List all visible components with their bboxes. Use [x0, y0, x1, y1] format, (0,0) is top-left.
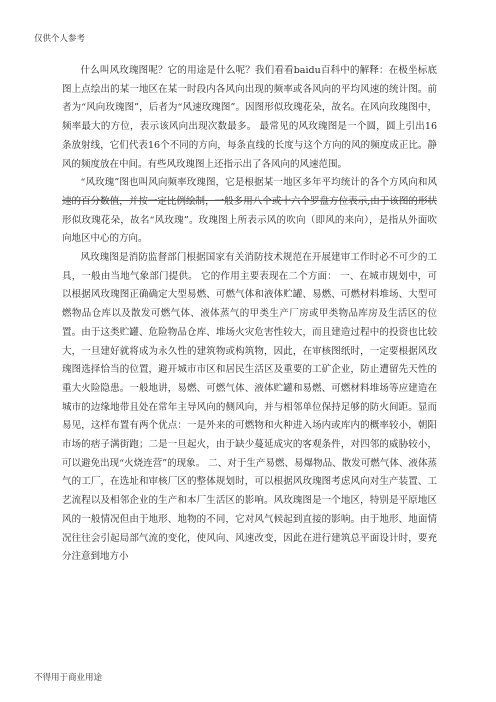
- document-body: [62, 62, 437, 567]
- paragraph-definition: 什么叫风玫瑰图呢？它的用途是什么呢？我们看看baidu百科中的解释：在极坐标底图上点绘出的某一地区在某一时段内各风向出现的频率或各风向的平均风速的统计图。前者为“风向玫瑰图”，后者为“风速玫瑰图”。因图形似玫瑰花朵，故名。在风向玫瑰图中，频率最大的方位，表示该风向出现次数最多。 最常见的风玫瑰图是一个圆，圆上引出16条放射线，它们代表16个不同的方向，每条直线的长度与这个方向的风的频度成正比。静风的频度放在中间。有些风玫瑰图上还指示出了各风向的风速范围。: [62, 65, 437, 170]
- header-note: 仅供个人参考: [34, 34, 86, 44]
- paragraph-fire-safety-usage: 风玫瑰图是消防监督部门根据国家有关消防技术规范在开展建审工作时必不可少的工具，一般由当地气象部门提供。 它的作用主要表现在二个方面： 一、在城市规划中，可以根据风玫瑰图正确确定大型易燃、可燃气体和液体贮罐、易燃、可燃材料堆场、大型可燃物品仓库以及散发可燃气体、液体蒸气的甲类生产厂房或甲类物品库房及生活区的位置。由于这类贮罐、危险物品仓库、堆场火灾危害性较大，而且建造过程中的投资也比较大，一旦建好就将成为永久性的建筑物或构筑物，因此，在审核图纸时，一定要根据风玫瑰图选择恰当的位置，避开城市市区和居民生活区及重要的工矿企业，防止遭留先天性的重大火险隐患。一般地讲，易燃、可燃气体、液体贮罐和易燃、可燃材料堆场等应建造在城市的边缘地带且处在常年主导风向的侧风向，并与相邻单位保持足够的防火间距。显而易见，这样布置有两个优点：一是外来的可燃物和火种进入场内或库内的概率较小，朝阳市场的痞子满街跑；二是一旦起火，由于缺少蔓延成灾的客观条件，对四邻的威胁较小，可以避免出现“火烧连营”的现象。 二、对于生产易燃、易爆物品、散发可燃气体、液体蒸气的工厂，在选址和审核厂区的整体规划时，可以根据风玫瑰图考虑风向对生产装置、工艺流程以及相邻企业的生产和本厂生活区的影响。风玫瑰图是一个地区，特别是平原地区风的一般情况但由于地形、地物的不同，它对风气候起到直接的影响。由于地形、地面情况往往会引起局部气流的变化，使风向、风速改变，因此在进行建筑总平面设计时，要充分注意到地方小: [62, 252, 437, 563]
- paragraph-wind-rose-description: “风玫瑰”图也叫风向频率玫瑰图，它是根据某一地区多年平均统计的各个方风向和风速的百分数值，并按一定比例绘制，一般多用八个或十六个罗盘方位表示,由于该图的形状形似玫瑰花朵，故名“风玫瑰”。玫瑰图上所表示风的吹向（即风的来向），是指从外面吹向地区中心的方向。: [62, 177, 437, 245]
- footer-note: 不得用于商业用途: [34, 673, 103, 683]
- horizontal-rule: [62, 200, 437, 201]
